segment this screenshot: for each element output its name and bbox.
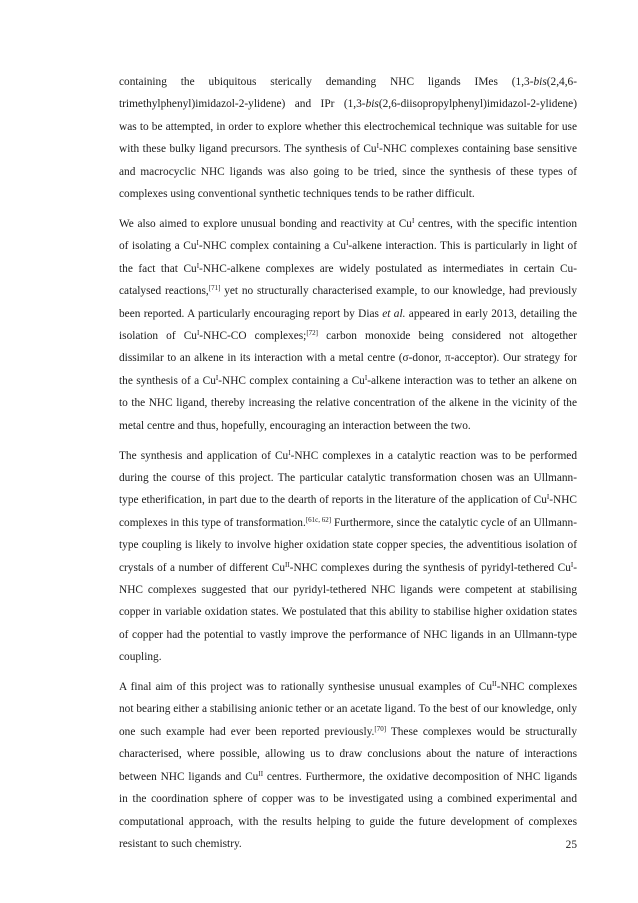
citation-superscript: [72]: [306, 328, 318, 337]
text-run: -NHC complex containing a Cu: [198, 240, 347, 253]
oxidation-state-superscript: II: [492, 680, 497, 689]
citation-superscript: [61c, 62]: [305, 515, 332, 524]
paragraph-2: [119, 213, 577, 437]
oxidation-state-superscript: II: [258, 769, 264, 778]
text-run: A final aim of this project was to rationally synthesise unusual examples of Cu: [119, 681, 493, 694]
text-run: -NHC complexes in this type of transformation.: [119, 494, 577, 529]
paragraph-1: [119, 71, 577, 205]
oxidation-state-superscript: I: [411, 216, 415, 225]
text-run: yet no structurally characterised example, to our knowledge, had previously been reported. A particularly encouraging report by Dias: [119, 285, 577, 320]
text-run: -NHC complexes not bearing either a stabilising anionic tether or an acetate ligand. To the best of our knowledge, only one such example had ever been reported previously.: [119, 681, 577, 738]
text-run: centres. Furthermore, the oxidative decomposition of NHC ligands in the coordination sphere of copper was to be investigated using a combined experimental and computational approach, with the results helping to guide the future development of complexes resistant to such chemistry.: [119, 770, 577, 850]
oxidation-state-superscript: I: [196, 239, 199, 248]
citation-superscript: [71]: [208, 284, 221, 293]
text-run: -NHC complexes suggested that our pyridyl-tethered NHC ligands were competent at stabilising copper in variable oxidation states. We postulated that this ability to stabilise higher oxidation states of copper had the potential to vastly improve the performance of NHC ligands in an Ullmann-type coupling.: [119, 561, 577, 664]
italic-text: et al.: [382, 307, 406, 320]
oxidation-state-superscript: I: [196, 328, 200, 337]
page-body: [119, 71, 577, 863]
citation-superscript: [70]: [374, 724, 387, 733]
oxidation-state-superscript: I: [346, 239, 349, 248]
text-run: -NHC complexes in a catalytic reaction was to be performed during the course of this project. The particular catalytic transformation chosen was an Ullmann-type etherification, in part due to the dearth of reports in the literature of the application of Cu: [119, 449, 577, 507]
text-run: -NHC complexes during the synthesis of pyridyl-tethered Cu: [289, 561, 571, 574]
italic-text: bis: [365, 98, 379, 111]
oxidation-state-superscript: I: [546, 493, 550, 502]
text-run: appeared in early 2013, detailing the isolation of Cu: [119, 307, 577, 342]
text-run: -NHC-alkene complexes are widely postulated as intermediates in certain Cu-catalysed reactions,: [119, 262, 577, 298]
text-run: These complexes would be structurally characterised, where possible, allowing us to draw conclusions about the nature of interactions between NHC ligands and Cu: [119, 725, 577, 783]
text-run: We also aimed to explore unusual bonding and reactivity at Cu: [119, 217, 412, 230]
text-run: -NHC complex containing a Cu: [218, 374, 365, 387]
oxidation-state-superscript: I: [196, 261, 200, 270]
text-run: Furthermore, since the catalytic cycle of an Ullmann-type coupling is likely to involve higher oxidation state copper species, the adventitious isolation of crystals of a number of different Cu: [119, 516, 577, 574]
paragraph-4: [119, 676, 577, 855]
text-run: The synthesis and application of Cu: [119, 449, 289, 462]
text-run: -alkene interaction. This is particularly in light of the fact that Cu: [119, 240, 577, 275]
text-run: carbon monoxide being considered not altogether dissimilar to an alkene in its interaction with a metal centre (σ-donor, π-acceptor). Our strategy for the synthesis of a Cu: [119, 329, 577, 387]
oxidation-state-superscript: I: [570, 560, 574, 569]
text-run: (2,4,6-trimethylphenyl)imidazol-2-ylidene) and IPr (1,3-: [119, 76, 577, 111]
text-run: -alkene interaction was to tether an alkene on to the NHC ligand, thereby increasing the relative concentration of the alkene in the vicinity of the metal centre and thus, hopefully, encouraging an interaction between the two.: [119, 374, 577, 432]
oxidation-state-superscript: I: [364, 373, 368, 382]
oxidation-state-superscript: I: [376, 142, 379, 151]
text-run: -NHC complexes containing base sensitive and macrocyclic NHC ligands was also going to be tried, since the synthesis of these types of complexes using conventional synthetic techniques tends to be rather difficult.: [119, 143, 577, 201]
page-number: 25: [565, 839, 577, 851]
italic-text: bis: [533, 76, 547, 88]
oxidation-state-superscript: I: [215, 373, 219, 382]
text-run: centres, with the specific intention of isolating a Cu: [119, 217, 577, 253]
paragraph-3: [119, 445, 577, 669]
text-run: (2,6-diisopropylphenyl)imidazol-2-ylidene) was to be attempted, in order to explore whether this electrochemical technique was suitable for use with these bulky ligand precursors. The synthesis of Cu: [119, 98, 577, 156]
text-run: -NHC-CO complexes;: [199, 329, 307, 342]
oxidation-state-superscript: II: [285, 560, 290, 569]
text-run: containing the ubiquitous sterically demanding NHC ligands IMes (1,3-: [119, 76, 534, 88]
oxidation-state-superscript: I: [288, 448, 291, 457]
